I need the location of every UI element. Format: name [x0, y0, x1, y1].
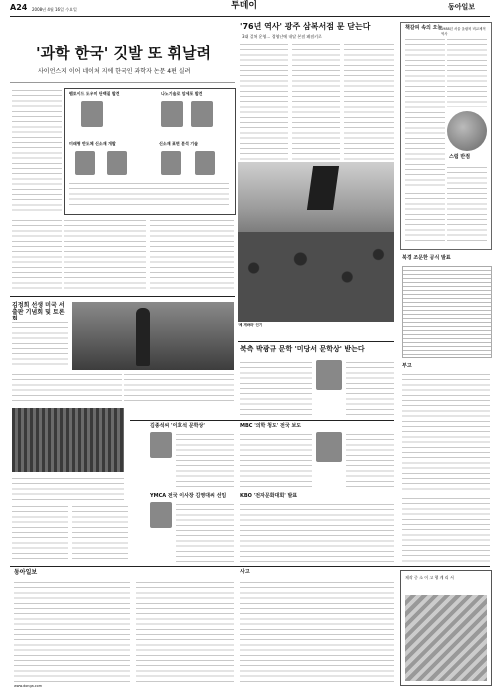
portrait-7: [195, 151, 215, 175]
column-body-2: [447, 37, 487, 107]
brief-kpo-photo: [316, 432, 342, 462]
mid-rule: [10, 296, 235, 297]
crowd-shape: [238, 232, 394, 322]
crowd-photo-caption-title: '체 게바라' 인기: [238, 323, 263, 327]
main-body-col-1: [12, 88, 62, 213]
fashion-show-photo: [72, 302, 234, 370]
main-subhead: 사이언스지 이어 네이처 지에 한국인 과학자 논문 4편 실려: [38, 68, 191, 75]
feature-body-col-3: [344, 42, 394, 160]
researchers-box-label-4: 신소재 표면 분석 기술: [159, 141, 198, 146]
column-body-1: [405, 37, 445, 187]
researchers-box-label-3: 미래형 반도체 신소재 개발: [69, 141, 116, 146]
portrait-6: [161, 151, 181, 175]
briefs-rule: [130, 420, 394, 421]
feature-body-col-2: [292, 42, 340, 160]
researchers-box-label-1: 펩토이드 도우미 단백질 발견: [69, 91, 120, 96]
feature-body-col-1: [240, 42, 288, 160]
brief-ymca-photo: [150, 502, 172, 528]
footer-notice-body-2: [240, 580, 394, 684]
footer-donga-body: [14, 580, 130, 684]
footer-cartoon-text: 제작 중 소 이 고 행 계 리 서: [405, 575, 454, 580]
feature-headline: '76년 역사' 광주 삼복서점 문 닫는다: [240, 22, 371, 31]
column-subtitle: 1988년 서울 올림픽 비교체적 역사: [441, 27, 486, 37]
column-body-4: [405, 191, 445, 245]
right-lower-body: [402, 496, 490, 562]
newspaper-logo: 동아일보: [448, 3, 476, 11]
brief-kpo-body-2: [346, 432, 394, 488]
brief-ymca-title: YMCA 전국 이사장 김영대씨 선임: [150, 493, 227, 499]
column-box: [400, 22, 492, 250]
main-body-col-2: [12, 218, 62, 290]
page-number: A24: [10, 3, 28, 12]
brief-scholar-title: 김종석씨 '이호석 문학상': [150, 423, 205, 429]
main-body-col-4: [150, 218, 234, 290]
footer-notice-title: 사고: [240, 569, 250, 575]
people-box-title: 북경 조문한 공식 발표: [402, 255, 451, 261]
footer-cartoon-ad: [400, 570, 492, 686]
portrait-1: [81, 101, 103, 127]
crowd-photo-caption: [238, 323, 394, 335]
lit-portrait-1: [316, 360, 342, 390]
portrait-3: [191, 101, 213, 127]
header-rule: [10, 16, 490, 17]
brief-scholar-photo: [150, 432, 172, 458]
mid-story-body-1: [12, 320, 68, 368]
portrait-2: [161, 101, 183, 127]
footer-notice-body-1: [136, 580, 234, 684]
column-body-3: [447, 165, 487, 245]
brief-kpo-body: [240, 432, 312, 488]
left-lower-col-2: [72, 504, 128, 562]
brief-kpo-title: MBC '의학 청도' 전국 보도: [240, 423, 302, 429]
researchers-box-label-2: 나노기술로 암세포 발견: [161, 91, 203, 96]
footer-cartoon-image: [405, 595, 487, 681]
concert-caption: [12, 476, 124, 500]
left-lower-col-1: [12, 504, 68, 562]
mid-story-body-3: [124, 372, 234, 402]
researchers-box-notes: [69, 181, 229, 209]
flag-shape: [307, 166, 339, 210]
main-subhead-rule: [10, 82, 235, 83]
lit-rule: [238, 341, 394, 342]
researchers-box: [64, 88, 236, 215]
obituary-body: [402, 372, 490, 492]
feature-subhead: 3대 걸쳐 운영… 경영난에 내달 본점 폐점키로: [242, 34, 322, 39]
issue-date: 2008년 4월 16일 수요일: [32, 7, 77, 12]
page-header: [10, 1, 490, 16]
portrait-5: [107, 151, 127, 175]
section-title: 투데이: [231, 1, 258, 11]
crowd-photo: [238, 162, 394, 322]
table-box: [402, 266, 492, 358]
brief-scholar-body: [176, 432, 234, 488]
lit-headline: 북측 박광규 문학 '미당서 문학상' 받는다: [240, 345, 365, 353]
main-headline: '과학 한국' 깃발 또 휘날려: [36, 44, 211, 62]
footer-rule: [10, 566, 490, 567]
footer-donga-site: www.donga.com: [14, 684, 43, 688]
brief-ymca-body: [176, 502, 234, 562]
brief-ethics-title: KBO '전자문화대회' 발표: [240, 493, 298, 499]
obituary-title: 부고: [402, 363, 412, 369]
portrait-4: [75, 151, 95, 175]
column-title: 책갈피 속의 오늘: [405, 25, 443, 31]
mid-story-headline: 김정희 선생 미국 서 출판 기념회 및 토론: [12, 302, 65, 316]
lit-body-2: [346, 360, 394, 416]
mid-story-body-2: [12, 372, 122, 402]
brief-ethics-body: [240, 502, 394, 562]
column-art-title: 스럼 반점: [449, 154, 471, 160]
lit-body-1: [240, 360, 312, 416]
footer-donga-logo: 동아일보: [14, 569, 38, 576]
runway-figure: [136, 308, 150, 366]
main-body-col-3: [64, 218, 146, 290]
column-illustration: [447, 111, 487, 151]
concert-hall-photo: [12, 408, 124, 472]
